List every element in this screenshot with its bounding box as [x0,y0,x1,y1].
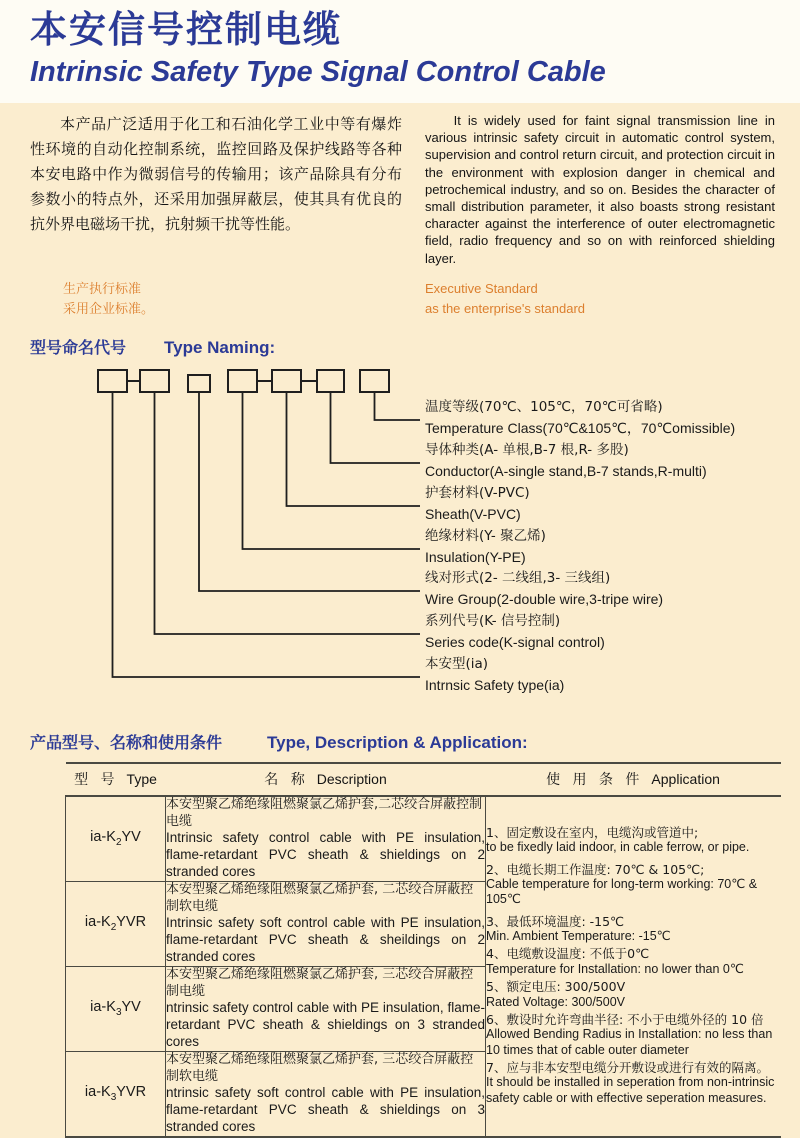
standards-en-line1: Executive Standard [425,280,538,296]
table-header-row [66,763,781,796]
description-zh: 本安型聚乙烯绝缘阻燃聚氯乙烯护套, 二芯绞合屏蔽控制软电缆 [166,881,474,914]
type-suffix: YVR [116,914,147,931]
type-cell [66,966,166,1051]
type-prefix: ia-K [84,914,111,931]
application-item-1 [486,825,781,856]
type-cell [66,881,166,966]
diagram-label-sheath [425,483,530,525]
application-item-6 [486,1012,781,1058]
col-header-description [166,763,486,796]
application-item-7-zh: 7、应与非本安型电缆分开敷设或进行有效的隔离。 [486,1059,769,1075]
application-item-1-zh: 1、固定敷设在室内，电缆沟或管道中; [486,824,699,840]
standards-zh-line2: 采用企业标准。 [63,300,155,316]
application-item-5-en: Rated Voltage: 300/500V [486,994,626,1009]
col-header-type-zh: 型 号 [74,772,119,789]
label-series-code-zh: 系列代号(K- 信号控制) [425,612,561,629]
diagram-label-series-code [425,611,605,653]
application-item-3-zh: 3、最低环境温度: -15℃ [486,913,625,929]
table-heading-en: Type, Description & Application: [267,732,528,752]
col-header-application-zh: 使 用 条 件 [546,772,644,789]
label-insulation-zh: 绝缘材料(Y- 聚乙烯) [425,527,546,544]
standards-en-line2: as the enterprise's standard [425,300,586,316]
col-header-application [486,763,781,796]
application-item-4-zh: 4、电缆敷设温度: 不低于0℃ [486,946,650,962]
label-insulation-en: Insulation(Y-PE) [425,548,526,565]
label-ia-type-zh: 本安型(ia) [425,655,489,672]
type-suffix: YVR [116,1084,147,1101]
intro-section [0,103,800,267]
description-zh: 本安型聚乙烯绝缘阻燃聚氯乙烯护套, 三芯绞合屏蔽控制软电缆 [166,1051,474,1084]
description-cell [166,966,486,1051]
label-temperature-en: Temperature Class(70℃&105℃，70℃omissible) [425,419,736,436]
description-cell [166,1051,486,1136]
standards-section [0,279,800,319]
type-subscript: 3 [110,1092,117,1104]
col-header-description-en: Description [316,771,387,788]
table-row [66,796,781,881]
description-en: Intrinsic safety soft control cable with PE insulation, flame-retardant PVC sheath & sheildings on 2 stranded cores [166,915,485,964]
spec-table [65,762,781,1138]
type-naming-heading-zh: 型号命名代号 [30,337,127,357]
type-suffix: YV [121,999,141,1016]
description-en: ntrinsic safety control cable with PE insulation, flame-retardant PVC sheath & shieldings on 3 stranded cores [166,1000,485,1049]
diagram-label-temperature [425,397,735,439]
label-temperature-zh: 温度等级(70℃、105℃，70℃可省略) [425,398,663,415]
description-en: ntrinsic safety soft control cable with PE insulation, flame-retardant PVC sheath & shieldings on 3 stranded cores [166,1085,485,1134]
application-item-6-zh: 6、敷设时允许弯曲半径: 不小于电缆外径的 10 倍 [486,1011,764,1027]
standards-zh [63,279,363,319]
label-ia-type-en: Intrnsic Safety type(ia) [425,676,565,693]
application-item-2-zh: 2、电缆长期工作温度: 70℃ & 105℃; [486,861,705,877]
description-cell [166,796,486,881]
type-naming-heading [30,335,800,358]
diagram-label-conductor [425,440,707,482]
type-prefix: ia-K [90,999,116,1016]
label-sheath-zh: 护套材料(V-PVC) [425,484,530,501]
application-item-1-en: to be fixedly laid indoor, in cable ferrow, or pipe. [486,840,750,855]
label-conductor-zh: 导体种类(A- 单根,B-7 根,R- 多股) [425,441,629,458]
label-conductor-en: Conductor(A-single stand,B-7 stands,R-multi) [425,462,707,479]
label-sheath-en: Sheath(V-PVC) [425,505,521,522]
col-header-description-zh: 名 称 [264,772,309,789]
type-cell [66,1051,166,1136]
type-subscript: 3 [115,1007,122,1019]
application-item-4-en: Temperature for Installation: no lower than 0℃ [486,961,744,976]
application-item-2-en: Cable temperature for long-term working: 70℃ & 105℃ [486,877,758,907]
label-wire-group-en: Wire Group(2-double wire,3-tripe wire) [425,590,664,607]
diagram-label-wire-group [425,568,663,610]
type-naming-heading-en: Type Naming: [164,337,276,357]
application-item-3 [486,914,781,945]
description-en: Intrinsic safety control cable with PE insulation, flame-retardant PVC sheath & shieldings on 2 stranded cores [166,830,485,880]
col-header-type-en: Type [126,771,157,788]
description-zh: 本安型聚乙烯绝缘阻燃聚氯乙烯护套,二芯绞合屏蔽控制电缆 [166,796,483,829]
description-cell [166,881,486,966]
type-suffix: YV [121,829,141,846]
application-item-5-zh: 5、额定电压: 300/500V [486,979,626,995]
type-cell [66,796,166,881]
type-prefix: ia-K [84,1084,111,1101]
header-band [0,0,800,103]
standards-en [425,279,585,319]
col-header-application-en: Application [651,771,720,788]
application-item-4 [486,946,781,977]
diagram-label-insulation [425,526,546,568]
table-heading-zh: 产品型号、名称和使用条件 [30,732,223,752]
type-subscript: 2 [110,922,117,934]
type-prefix: ia-K [90,829,116,846]
standards-zh-line1: 生产执行标准 [63,280,142,296]
diagram-label-ia-type [425,654,564,696]
label-series-code-en: Series code(K-signal control) [425,633,605,650]
page-title-en: Intrinsic Safety Type Signal Control Cable [30,56,606,88]
application-cell [486,796,781,1137]
page-title-zh: 本安信号控制电缆 [30,8,342,51]
label-wire-group-zh: 线对形式(2- 二线组,3- 三线组) [425,569,611,586]
intro-paragraph-en: It is widely used for faint signal transmission line in various intrinsic safety circuit in automatic control system, supervision and control return circuit, and protection circuit in the environment with explosion danger in chemical and petrochemical industry, and so on. Besides the character of small distribution parameter, it also boasts strong resistant character against the interference of outer electromagnetic field, radio frequency and so on with reinforced shielding layer. [425,113,775,266]
intro-paragraph-zh: 本产品广泛适用于化工和石油化学工业中等有爆炸性环境的自动化控制系统，监控回路及保护线路等各种本安电路中作为微弱信号的传输用；该产品除具有分布参数小的特点外，还采用加强屏蔽层，使其具有优良的抗外界电磁场干扰，抗射频干扰等性能。 [30,115,402,233]
application-item-5 [486,979,781,1010]
col-header-type [66,763,166,796]
application-item-7-en: It should be installed in seperation from non-intrinsic safety cable or with effective seperation measures. [486,1075,775,1105]
application-item-7 [486,1060,781,1106]
type-subscript: 2 [115,837,122,849]
table-section-heading [30,730,800,753]
application-item-3-en: Min. Ambient Temperature: -15℃ [486,929,671,944]
description-zh: 本安型聚乙烯绝缘阻燃聚氯乙烯护套, 三芯绞合屏蔽控制电缆 [166,966,474,999]
application-item-2 [486,862,781,908]
application-item-6-en: Allowed Bending Radius in Installation: no less than 10 times that of cable outer diameter [486,1027,773,1057]
type-naming-diagram [0,362,800,714]
